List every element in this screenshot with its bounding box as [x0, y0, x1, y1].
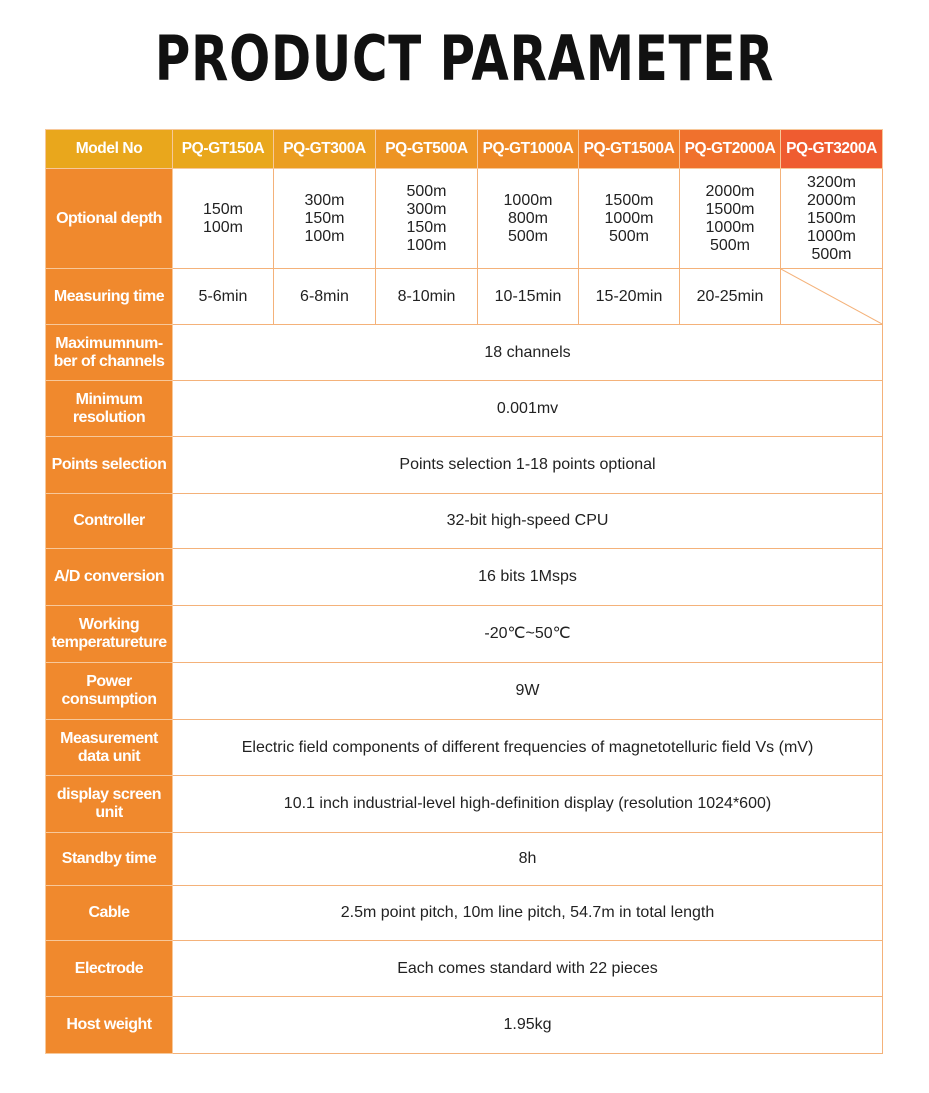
param-row: [46, 494, 883, 549]
depth-value: 500m: [507, 227, 549, 245]
param-row: [46, 941, 883, 997]
depth-value: 2000m: [807, 191, 856, 209]
depth-cell: [579, 169, 680, 269]
diagonal-line: [781, 269, 882, 324]
depth-value: 500m: [811, 245, 852, 263]
param-label: Minimum resolution: [46, 381, 173, 437]
model-header: PQ-GT2000A: [680, 130, 781, 169]
depth-cell: [376, 169, 478, 269]
page-title: PRODUCT PARAMETER: [154, 22, 775, 95]
param-value: 9W: [173, 663, 883, 720]
depth-row: [46, 169, 883, 269]
time-cell: 5-6min: [173, 269, 274, 325]
depth-value: 150m: [304, 209, 345, 227]
parameter-table: [45, 129, 883, 1054]
param-row: [46, 325, 883, 381]
time-label: Measuring time: [46, 269, 173, 325]
time-cell: 10-15min: [478, 269, 579, 325]
depth-value: 800m: [507, 209, 549, 227]
depth-value: 300m: [304, 191, 345, 209]
model-header: PQ-GT300A: [274, 130, 376, 169]
model-header: PQ-GT150A: [173, 130, 274, 169]
depth-cell: [478, 169, 579, 269]
param-label: Host weight: [46, 997, 173, 1054]
depth-value: 300m: [406, 200, 447, 218]
depth-label: Optional depth: [46, 169, 173, 269]
depth-value: 500m: [406, 182, 447, 200]
empty-diagonal-cell: [781, 269, 883, 325]
param-label: Points selection: [46, 437, 173, 494]
depth-cell: [680, 169, 781, 269]
param-label: Working temperatureture: [46, 606, 173, 663]
model-header: PQ-GT3200A: [781, 130, 883, 169]
depth-value: 500m: [709, 236, 751, 254]
param-value: 2.5m point pitch, 10m line pitch, 54.7m in total length: [173, 886, 883, 941]
depth-value: 100m: [406, 236, 447, 254]
param-value: 10.1 inch industrial-level high-definition display (resolution 1024*600): [173, 776, 883, 833]
param-label: Cable: [46, 886, 173, 941]
param-row: [46, 886, 883, 941]
param-value: Points selection 1-18 points optional: [173, 437, 883, 494]
depth-value: 3200m: [807, 173, 856, 191]
depth-value: 150m: [202, 200, 244, 218]
param-value: 32-bit high-speed CPU: [173, 494, 883, 549]
param-row: [46, 437, 883, 494]
depth-value: 100m: [304, 227, 345, 245]
depth-value: 1000m: [807, 227, 856, 245]
param-label: Measurement data unit: [46, 720, 173, 776]
time-cell: 15-20min: [579, 269, 680, 325]
param-label: Electrode: [46, 941, 173, 997]
model-header: PQ-GT1000A: [478, 130, 579, 169]
param-value: Each comes standard with 22 pieces: [173, 941, 883, 997]
depth-value: 500m: [608, 227, 650, 245]
depth-value: 1000m: [604, 209, 654, 227]
param-row: [46, 720, 883, 776]
depth-value: 1000m: [705, 218, 755, 236]
depth-value: 1500m: [705, 200, 755, 218]
param-label: Controller: [46, 494, 173, 549]
param-label: A/D conversion: [46, 549, 173, 606]
header-row: [46, 130, 883, 169]
param-row: [46, 833, 883, 886]
param-label: display screen unit: [46, 776, 173, 833]
param-row: [46, 606, 883, 663]
depth-value: 1500m: [807, 209, 856, 227]
depth-cell: [781, 169, 883, 269]
param-value: Electric field components of different frequencies of magnetotelluric field Vs (mV): [173, 720, 883, 776]
param-label: Maximumnum-ber of channels: [46, 325, 173, 381]
param-row: [46, 997, 883, 1054]
depth-value: 2000m: [705, 182, 755, 200]
depth-value: 1500m: [604, 191, 654, 209]
param-value: 0.001mv: [173, 381, 883, 437]
time-row: [46, 269, 883, 325]
time-cell: 6-8min: [274, 269, 376, 325]
param-row: [46, 381, 883, 437]
param-value: 18 channels: [173, 325, 883, 381]
param-row: [46, 776, 883, 833]
param-label: Standby time: [46, 833, 173, 886]
param-value: 1.95kg: [173, 997, 883, 1054]
param-row: [46, 663, 883, 720]
depth-value: 150m: [406, 218, 447, 236]
depth-cell: [173, 169, 274, 269]
param-value: -20℃~50℃: [173, 606, 883, 663]
model-no-label: Model No: [46, 130, 173, 169]
model-header: PQ-GT500A: [376, 130, 478, 169]
param-label: Power consumption: [46, 663, 173, 720]
param-value: 8h: [173, 833, 883, 886]
depth-value: 1000m: [503, 191, 553, 209]
model-header: PQ-GT1500A: [579, 130, 680, 169]
depth-cell: [274, 169, 376, 269]
time-cell: 8-10min: [376, 269, 478, 325]
param-row: [46, 549, 883, 606]
depth-value: 100m: [202, 218, 244, 236]
time-cell: 20-25min: [680, 269, 781, 325]
param-value: 16 bits 1Msps: [173, 549, 883, 606]
